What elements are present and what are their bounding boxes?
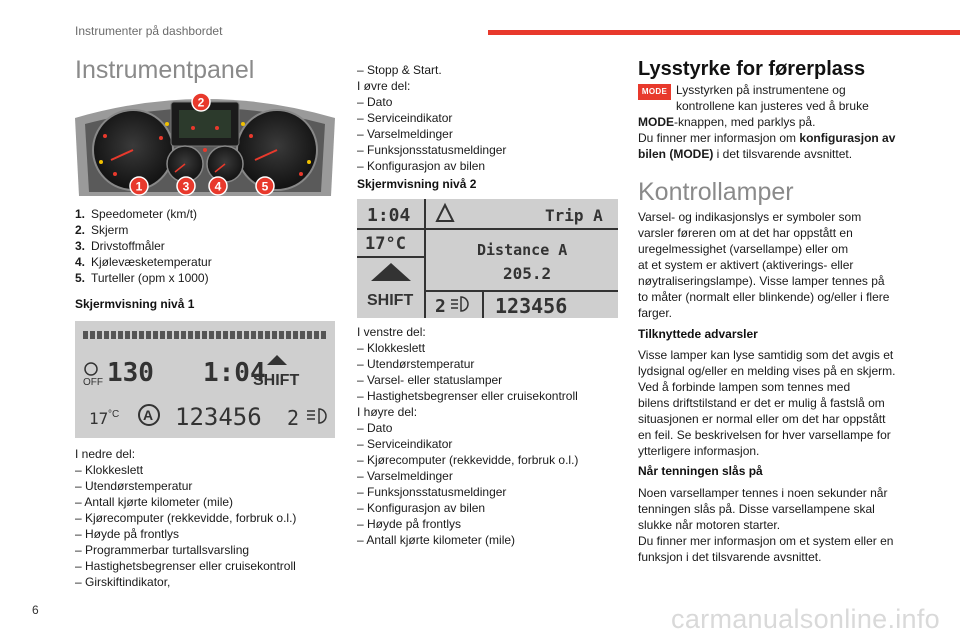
heading-level-1: Skjermvisning nivå 1: [75, 297, 195, 311]
instrument-cluster-illustration: [75, 88, 335, 196]
subheading-associated-warnings: Tilknyttede advarsler: [638, 327, 758, 341]
lcd-segment-gap: [305, 331, 307, 339]
list-item: – Hastighetsbegrenser eller cruisekontroll: [357, 388, 578, 404]
lcd-segment-gap: [326, 331, 328, 339]
lower-part-intro: I nedre del:: [75, 447, 136, 461]
lcd-segment-gap: [179, 331, 181, 339]
lcd-segment-gap: [242, 331, 244, 339]
lcd-segment-gap: [214, 331, 216, 339]
lcd-segment-gap: [235, 331, 237, 339]
callout-4: [209, 177, 227, 195]
callout-4-label: 4: [214, 179, 222, 194]
lcd-segment-gap: [249, 331, 251, 339]
watermark: carmanualsonline.info: [671, 604, 940, 634]
lcd1-a: A: [143, 407, 154, 423]
legend-item: 4. Kjølevæsketemperatur: [75, 255, 212, 269]
list-item: – Dato: [357, 420, 578, 436]
lcd-segment-gap: [207, 331, 209, 339]
brightness-paragraph: Lysstyrken på instrumentene og kontrollene kan justeres ved å bruke MODE-knappen, med parklys på. Du finner mer informasjon om konfigurasjon av bilen (MODE) i det tilsvarende avsnittet.: [638, 83, 896, 161]
legend-item: 5. Turteller (opm x 1000): [75, 271, 209, 285]
lcd1-shift: SHIFT: [253, 372, 300, 389]
lcd2-temp: 17°C: [365, 234, 406, 254]
list-item: – Klokkeslett: [357, 340, 578, 356]
callout-5: [256, 177, 274, 195]
callout-1: [130, 177, 148, 195]
list-item: – Girskiftindikator,: [75, 574, 296, 590]
header-accent-bar: [488, 30, 960, 35]
lcd-segment-gap: [256, 331, 258, 339]
page-number: 6: [32, 603, 39, 617]
lcd1-gear: 2: [287, 406, 300, 430]
callout-3-label: 3: [182, 179, 190, 194]
legend-item: 1. Speedometer (km/t): [75, 207, 198, 221]
lcd-segment-gap: [130, 331, 132, 339]
callout-2-label: 2: [197, 95, 205, 110]
list-item: – Stopp & Start.: [357, 62, 442, 78]
lcd-segment-gap: [284, 331, 286, 339]
mode-button-icon: MODE: [638, 84, 671, 100]
lcd-segment-gap: [123, 331, 125, 339]
lcd-segment-gap: [158, 331, 160, 339]
lcd-segment-gap: [193, 331, 195, 339]
list-item: – Høyde på frontlys: [75, 526, 296, 542]
list-item: – Høyde på frontlys: [357, 516, 578, 532]
lcd-segment-gap: [137, 331, 139, 339]
callout-1-label: 1: [135, 179, 143, 194]
lcd2-time: 1:04: [367, 205, 411, 226]
list-item: – Kjørecomputer (rekkevidde, forbruk o.l.): [357, 452, 578, 468]
list-item: – Varselmeldinger: [357, 468, 578, 484]
lcd2-odo: 123456: [495, 294, 568, 318]
warning-lamps-paragraph: Varsel- og indikasjonslys er symboler som varsler føreren om at det har oppstått en uregelmessighet (varsellampe) eller om at et system er aktivert (aktiverings- eller nøytraliseringslampe). Visse lamper tennes på to måter (normalt eller blinkende) og/eller i flere farger.: [638, 210, 890, 320]
section-title-lysstyrke: Lysstyrke for førerplass: [638, 58, 866, 80]
shift-up-arrow-icon: [371, 263, 411, 281]
lcd1-off: OFF: [83, 377, 103, 388]
list-item: – Utendørstemperatur: [75, 478, 296, 494]
lcd2-shift: SHIFT: [367, 292, 414, 309]
ignition-on-paragraph: Noen varsellamper tennes i noen sekunder når tenningen slås på. Disse varsellampene skal slukke når motoren starter. Du finner mer informasjon om et system eller en funksjon i det tilsvarende avsnittet.: [638, 486, 894, 564]
lower-part-list: [75, 462, 296, 590]
lcd-segment-gap: [228, 331, 230, 339]
lcd-segment-gap: [277, 331, 279, 339]
lcd2-gear: 2: [435, 296, 446, 317]
lcd-segment-gap: [102, 331, 104, 339]
display-level-1: [75, 321, 335, 438]
list-item: – Varsel- eller statuslamper: [357, 372, 578, 388]
lcd-segment-gap: [200, 331, 202, 339]
lcd-segment-gap: [291, 331, 293, 339]
list-item: – Antall kjørte kilometer (mile): [357, 532, 578, 548]
right-part-intro: I høyre del:: [357, 405, 418, 419]
shift-up-arrow-icon: [267, 355, 287, 365]
upper-part-list: [357, 94, 506, 174]
lcd-segment-gap: [270, 331, 272, 339]
list-item: – Dato: [357, 94, 506, 110]
list-item: – Konfigurasjon av bilen: [357, 500, 578, 516]
list-item: – Hastighetsbegrenser eller cruisekontroll: [75, 558, 296, 574]
callout-3: [177, 177, 195, 195]
left-part-intro: I venstre del:: [357, 325, 426, 339]
lcd2-trip: Trip A: [545, 206, 603, 225]
legend-item: 3. Drivstoffmåler: [75, 239, 165, 253]
headlight-icon: [307, 409, 326, 423]
lcd-segment-gap: [109, 331, 111, 339]
lcd-segment-gap: [312, 331, 314, 339]
warning-triangle-icon: [437, 205, 453, 221]
list-item: – Antall kjørte kilometer (mile): [75, 494, 296, 510]
lcd-segment-gap: [186, 331, 188, 339]
lcd-segment-gap: [88, 331, 90, 339]
display-level-2: [357, 199, 618, 318]
lcd1-odo: 123456: [175, 403, 262, 431]
cluster-legend-list: [75, 206, 212, 286]
lcd-segment-gap: [263, 331, 265, 339]
list-item: – Programmerbar turtallsvarsling: [75, 542, 296, 558]
heading-level-2: Skjermvisning nivå 2: [357, 177, 477, 191]
lcd1-temp: 17: [89, 409, 109, 428]
lcd-segment-gap: [298, 331, 300, 339]
display-level-1-graphic: [75, 321, 335, 438]
lcd1-time: 1:04: [203, 358, 266, 388]
list-item: – Varselmeldinger: [357, 126, 506, 142]
list-item: – Serviceindikator: [357, 110, 506, 126]
list-item: – Funksjonsstatusmeldinger: [357, 142, 506, 158]
right-part-list: [357, 420, 578, 548]
display-level-2-graphic: [357, 199, 618, 318]
lcd-segment-gap: [95, 331, 97, 339]
lcd-segment-gap: [116, 331, 118, 339]
cruise-icon: [85, 363, 97, 375]
list-item: – Utendørstemperatur: [357, 356, 578, 372]
left-part-list: [357, 340, 578, 404]
lcd2-distance: 205.2: [503, 264, 552, 283]
callout-5-label: 5: [261, 179, 269, 194]
list-item: – Klokkeslett: [75, 462, 296, 478]
section-title-kontrollamper: Kontrollamper: [638, 178, 794, 206]
associated-warnings-paragraph: Visse lamper kan lyse samtidig som det avgis et lydsignal og/eller en melding vises på en skjerm. Ved å forbinde lampen som tennes med bilens driftstilstand er det er mulig å fastslå om situasjonen er normal eller om det har oppstått en feil. Se beskrivelsen for hver varsellampe for ytterligere informasjon.: [638, 348, 896, 458]
lcd-segment-gap: [319, 331, 321, 339]
lcd-segment-gap: [144, 331, 146, 339]
section-title-instrumentpanel: Instrumentpanel: [75, 56, 255, 84]
running-header: Instrumenter på dashbordet: [75, 24, 223, 38]
list-item: – Kjørecomputer (rekkevidde, forbruk o.l.): [75, 510, 296, 526]
lcd-segment-gap: [172, 331, 174, 339]
upper-part-intro: I øvre del:: [357, 79, 411, 93]
lcd2-distance-label: Distance A: [477, 241, 568, 259]
list-item: – Konfigurasjon av bilen: [357, 158, 506, 174]
lcd-segment-gap: [165, 331, 167, 339]
list-item: – Funksjonsstatusmeldinger: [357, 484, 578, 500]
lcd1-temp-unit: °C: [108, 409, 120, 420]
list-item: – Serviceindikator: [357, 436, 578, 452]
lcd-segment-gap: [151, 331, 153, 339]
callout-2: [192, 93, 210, 111]
lcd1-speed: 130: [107, 358, 154, 388]
legend-item: 2. Skjerm: [75, 223, 129, 237]
continued-list: [357, 62, 442, 78]
lcd-segment-gap: [221, 331, 223, 339]
subheading-ignition-on: Når tenningen slås på: [638, 464, 763, 478]
headlight-icon: [451, 297, 468, 311]
